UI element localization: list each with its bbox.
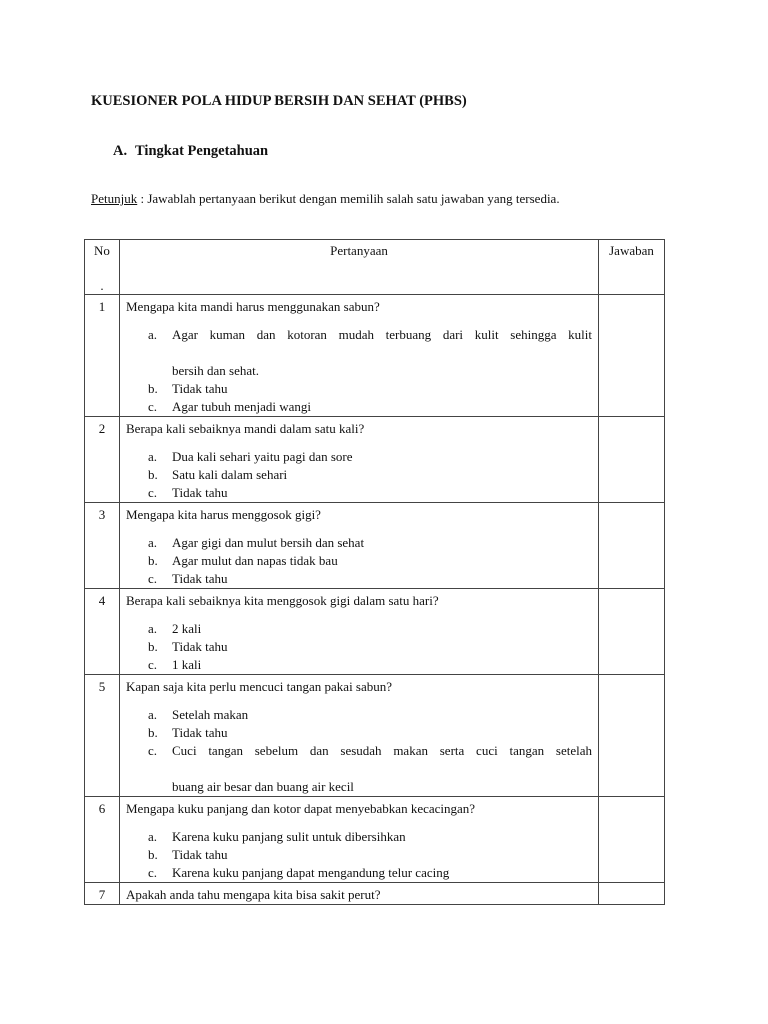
section-heading	[113, 143, 268, 160]
document-title: KUESIONER POLA HIDUP BERSIH DAN SEHAT (PHBS)	[91, 93, 467, 109]
option-letter: c.	[148, 865, 158, 880]
header-answer: Jawaban	[599, 240, 665, 295]
option-letter: c.	[148, 485, 158, 500]
option-letter: c.	[148, 571, 158, 586]
option-item	[148, 448, 592, 466]
option-list	[126, 448, 592, 502]
option-text	[172, 742, 592, 796]
table-row	[85, 417, 665, 503]
option-letter: a.	[148, 829, 158, 844]
option-text: Karena kuku panjang sulit untuk dibersihkan	[172, 829, 406, 844]
question-text: Berapa kali sebaiknya kita menggosok gigi dalam satu hari?	[126, 593, 439, 608]
option-item	[148, 846, 592, 864]
table-header-row	[85, 240, 665, 295]
option-list	[126, 706, 592, 796]
question-cell	[120, 589, 599, 675]
option-letter: a.	[148, 449, 158, 464]
answer-cell[interactable]	[599, 675, 665, 797]
option-item	[148, 656, 592, 674]
option-letter: a.	[148, 707, 158, 722]
option-item	[148, 534, 592, 552]
question-text: Mengapa kita harus menggosok gigi?	[126, 507, 321, 522]
question-number: 6	[85, 797, 120, 883]
table-row	[85, 503, 665, 589]
option-letter: a.	[148, 327, 158, 342]
table-row	[85, 675, 665, 797]
option-text: Tidak tahu	[172, 485, 228, 500]
option-text: Agar tubuh menjadi wangi	[172, 399, 311, 414]
question-text: Apakah anda tahu mengapa kita bisa sakit perut?	[126, 887, 381, 902]
option-list	[126, 620, 592, 674]
option-item	[148, 706, 592, 724]
option-text-line2: buang air besar dan buang air kecil	[172, 779, 354, 794]
option-text: Setelah makan	[172, 707, 249, 722]
section-label: Tingkat Pengetahuan	[135, 143, 269, 159]
question-number: 5	[85, 675, 120, 797]
table-row	[85, 589, 665, 675]
option-text	[172, 326, 592, 380]
question-text: Mengapa kita mandi harus menggunakan sabun?	[126, 299, 380, 314]
option-letter: c.	[148, 743, 158, 758]
option-letter: c.	[148, 657, 158, 672]
instruction-text: : Jawablah pertanyaan berikut dengan memilih salah satu jawaban yang tersedia.	[137, 191, 560, 206]
option-item	[148, 484, 592, 502]
option-letter: b.	[148, 847, 158, 862]
option-text: Agar gigi dan mulut bersih dan sehat	[172, 535, 365, 550]
question-cell	[120, 503, 599, 589]
option-text: Dua kali sehari yaitu pagi dan sore	[172, 449, 353, 464]
option-item	[148, 326, 592, 380]
answer-cell[interactable]	[599, 295, 665, 417]
option-list	[126, 534, 592, 588]
option-item	[148, 620, 592, 638]
option-item	[148, 380, 592, 398]
question-number: 4	[85, 589, 120, 675]
answer-cell[interactable]	[599, 503, 665, 589]
option-item	[148, 724, 592, 742]
option-text: Satu kali dalam sehari	[172, 467, 288, 482]
section-letter: A.	[113, 143, 128, 159]
option-text: Tidak tahu	[172, 639, 228, 654]
option-item	[148, 742, 592, 796]
option-letter: a.	[148, 535, 158, 550]
option-letter: b.	[148, 639, 158, 654]
header-no-label: No	[94, 243, 110, 258]
question-text: Mengapa kuku panjang dan kotor dapat menyebabkan kecacingan?	[126, 801, 476, 816]
question-text: Kapan saja kita perlu mencuci tangan pakai sabun?	[126, 679, 393, 694]
option-text-line1: Agar kuman dan kotoran mudah terbuang dari kulit sehingga kulit	[172, 327, 592, 342]
option-letter: a.	[148, 621, 158, 636]
option-item	[148, 552, 592, 570]
option-item	[148, 864, 592, 882]
table-row	[85, 883, 665, 905]
option-letter: c.	[148, 399, 158, 414]
option-text: 2 kali	[172, 621, 202, 636]
question-cell	[120, 883, 599, 905]
option-text: Tidak tahu	[172, 381, 228, 396]
option-text: 1 kali	[172, 657, 202, 672]
option-list	[126, 828, 592, 882]
option-letter: b.	[148, 467, 158, 482]
question-number: 1	[85, 295, 120, 417]
question-number: 2	[85, 417, 120, 503]
option-text-line1: Cuci tangan sebelum dan sesudah makan serta cuci tangan setelah	[172, 743, 592, 758]
table-row	[85, 797, 665, 883]
option-text: Tidak tahu	[172, 571, 228, 586]
table-row	[85, 295, 665, 417]
question-number: 7	[85, 883, 120, 905]
option-text: Tidak tahu	[172, 847, 228, 862]
header-question: Pertanyaan	[120, 240, 599, 295]
option-list	[126, 326, 592, 416]
answer-cell[interactable]	[599, 883, 665, 905]
option-item	[148, 466, 592, 484]
answer-cell[interactable]	[599, 417, 665, 503]
answer-cell[interactable]	[599, 589, 665, 675]
question-cell	[120, 675, 599, 797]
question-cell	[120, 797, 599, 883]
option-text: Agar mulut dan napas tidak bau	[172, 553, 338, 568]
instruction-label: Petunjuk	[91, 191, 138, 206]
questionnaire-table	[84, 239, 665, 905]
option-text: Karena kuku panjang dapat mengandung telur cacing	[172, 865, 450, 880]
option-text-line2: bersih dan sehat.	[172, 363, 260, 378]
question-number: 3	[85, 503, 120, 589]
option-item	[148, 828, 592, 846]
option-item	[148, 638, 592, 656]
option-letter: b.	[148, 553, 158, 568]
header-no	[85, 240, 120, 295]
instruction-line	[91, 191, 560, 207]
option-letter: b.	[148, 725, 158, 740]
answer-cell[interactable]	[599, 797, 665, 883]
option-item	[148, 398, 592, 416]
option-item	[148, 570, 592, 588]
question-cell	[120, 295, 599, 417]
header-no-dot: .	[100, 278, 104, 293]
option-text: Tidak tahu	[172, 725, 228, 740]
question-text: Berapa kali sebaiknya mandi dalam satu kali?	[126, 421, 365, 436]
option-letter: b.	[148, 381, 158, 396]
question-cell	[120, 417, 599, 503]
